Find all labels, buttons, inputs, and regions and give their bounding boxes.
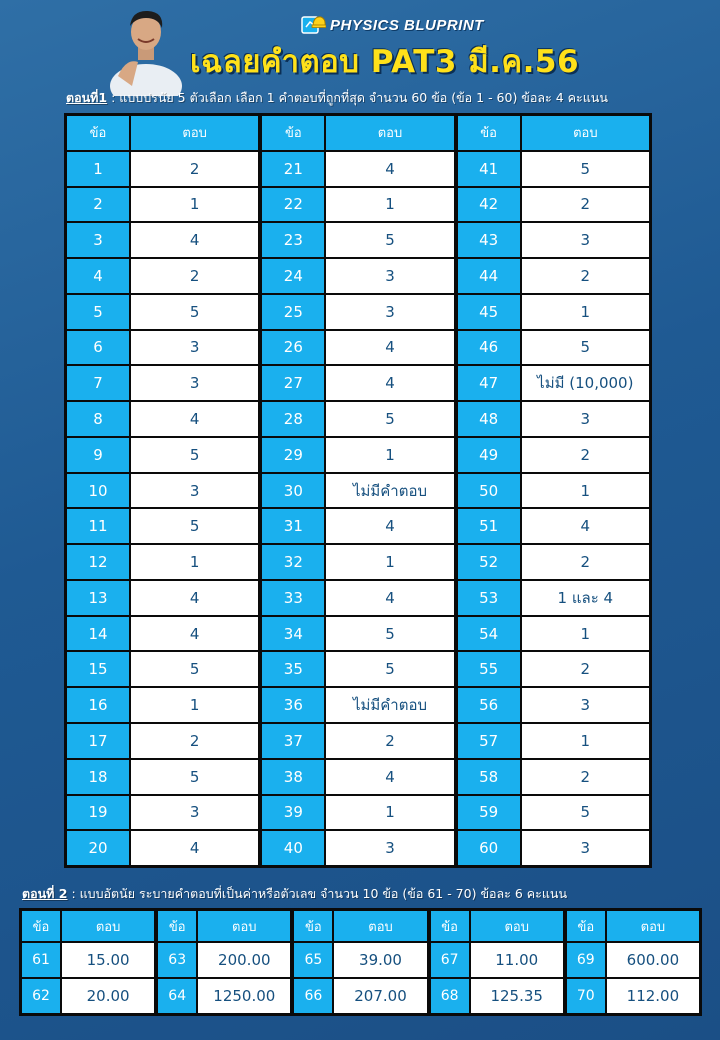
table-row bbox=[158, 943, 290, 977]
answer-value: 5 bbox=[131, 509, 258, 543]
table-row bbox=[567, 979, 699, 1013]
question-number: 2 bbox=[67, 188, 129, 222]
question-number: 34 bbox=[262, 617, 324, 651]
question-number: 11 bbox=[67, 509, 129, 543]
table-row bbox=[22, 979, 154, 1013]
table-row bbox=[262, 688, 453, 722]
question-number: 37 bbox=[262, 724, 324, 758]
page-title: เฉลยคำตอบ PAT3 มี.ค.56 bbox=[190, 44, 580, 80]
question-number: 24 bbox=[262, 259, 324, 293]
header-row bbox=[567, 911, 699, 941]
table-row bbox=[458, 259, 649, 293]
table-row bbox=[262, 796, 453, 830]
answer-value: 4 bbox=[131, 831, 258, 865]
helmet-icon bbox=[300, 13, 326, 37]
question-number: 15 bbox=[67, 652, 129, 686]
answer-value: 2 bbox=[522, 545, 649, 579]
table-row bbox=[67, 688, 258, 722]
table-row bbox=[262, 438, 453, 472]
table-row bbox=[458, 223, 649, 257]
question-number: 12 bbox=[67, 545, 129, 579]
question-number: 41 bbox=[458, 152, 520, 186]
question-number: 50 bbox=[458, 474, 520, 508]
table-row bbox=[262, 581, 453, 615]
presenter-avatar bbox=[108, 6, 184, 96]
table-row bbox=[67, 402, 258, 436]
answer-value: 1 bbox=[522, 724, 649, 758]
question-number: 42 bbox=[458, 188, 520, 222]
answer-value: 4 bbox=[326, 152, 453, 186]
question-number: 57 bbox=[458, 724, 520, 758]
table-row bbox=[67, 545, 258, 579]
question-number: 43 bbox=[458, 223, 520, 257]
answer-value: 39.00 bbox=[334, 943, 426, 977]
table-row bbox=[67, 509, 258, 543]
answer-value: 1250.00 bbox=[198, 979, 290, 1013]
question-number: 9 bbox=[67, 438, 129, 472]
brand bbox=[300, 12, 484, 38]
answer-column bbox=[67, 116, 258, 865]
answer-value: 1 bbox=[326, 796, 453, 830]
table-row bbox=[458, 295, 649, 329]
answer-value: 2 bbox=[522, 760, 649, 794]
answer-value: 3 bbox=[522, 402, 649, 436]
question-number: 8 bbox=[67, 402, 129, 436]
answer-value: 2 bbox=[522, 652, 649, 686]
table-row bbox=[67, 259, 258, 293]
part1-heading bbox=[66, 88, 608, 108]
answer-value: 4 bbox=[326, 509, 453, 543]
answer-value: 3 bbox=[131, 474, 258, 508]
question-number: 20 bbox=[67, 831, 129, 865]
answer-column bbox=[262, 116, 453, 865]
table-row bbox=[158, 979, 290, 1013]
question-number: 61 bbox=[22, 943, 60, 977]
table-row bbox=[262, 760, 453, 794]
answer-column bbox=[294, 911, 426, 1013]
question-number: 5 bbox=[67, 295, 129, 329]
answer-value: 1 bbox=[131, 188, 258, 222]
answer-value: 5 bbox=[326, 223, 453, 257]
table-row bbox=[262, 402, 453, 436]
answer-value: 2 bbox=[522, 438, 649, 472]
part1-description: : แบบปรนัย 5 ตัวเลือก เลือก 1 คำตอบที่ถูกที่สุด จำนวน 60 ข้อ (ข้อ 1 - 60) ข้อละ 4 คะแนน bbox=[107, 90, 608, 105]
table-row bbox=[567, 943, 699, 977]
table-row bbox=[262, 545, 453, 579]
question-number: 62 bbox=[22, 979, 60, 1013]
answer-value: 3 bbox=[326, 259, 453, 293]
answer-value: 3 bbox=[522, 688, 649, 722]
question-number: 48 bbox=[458, 402, 520, 436]
header-row bbox=[262, 116, 453, 150]
column-header-number: ข้อ bbox=[567, 911, 605, 941]
question-number: 65 bbox=[294, 943, 332, 977]
question-number: 52 bbox=[458, 545, 520, 579]
question-number: 4 bbox=[67, 259, 129, 293]
table-row bbox=[458, 366, 649, 400]
brand-name: PHYSICS BLUPRINT bbox=[330, 16, 484, 34]
answer-value: 4 bbox=[326, 331, 453, 365]
part1-answer-table bbox=[64, 113, 652, 868]
table-row bbox=[262, 724, 453, 758]
answer-value: 4 bbox=[131, 402, 258, 436]
question-number: 67 bbox=[431, 943, 469, 977]
table-row bbox=[67, 652, 258, 686]
header-row bbox=[158, 911, 290, 941]
question-number: 13 bbox=[67, 581, 129, 615]
answer-value: 5 bbox=[131, 438, 258, 472]
table-row bbox=[262, 188, 453, 222]
answer-value: 5 bbox=[326, 652, 453, 686]
answer-value: 4 bbox=[326, 760, 453, 794]
question-number: 39 bbox=[262, 796, 324, 830]
answer-value: 5 bbox=[522, 152, 649, 186]
answer-value: 1 และ 4 bbox=[522, 581, 649, 615]
question-number: 21 bbox=[262, 152, 324, 186]
table-row bbox=[262, 152, 453, 186]
table-row bbox=[67, 617, 258, 651]
question-number: 32 bbox=[262, 545, 324, 579]
question-number: 60 bbox=[458, 831, 520, 865]
question-number: 18 bbox=[67, 760, 129, 794]
answer-value: 3 bbox=[131, 366, 258, 400]
answer-value: 4 bbox=[326, 581, 453, 615]
table-row bbox=[262, 259, 453, 293]
table-row bbox=[67, 438, 258, 472]
question-number: 55 bbox=[458, 652, 520, 686]
question-number: 44 bbox=[458, 259, 520, 293]
answer-value: 5 bbox=[522, 796, 649, 830]
column-header-number: ข้อ bbox=[294, 911, 332, 941]
answer-value: 11.00 bbox=[471, 943, 563, 977]
answer-value: 5 bbox=[131, 652, 258, 686]
question-number: 19 bbox=[67, 796, 129, 830]
answer-value: 2 bbox=[522, 259, 649, 293]
question-number: 66 bbox=[294, 979, 332, 1013]
table-row bbox=[67, 366, 258, 400]
column-header-answer: ตอบ bbox=[131, 116, 258, 150]
table-row bbox=[22, 943, 154, 977]
table-row bbox=[458, 474, 649, 508]
table-row bbox=[67, 724, 258, 758]
table-row bbox=[262, 831, 453, 865]
column-header-number: ข้อ bbox=[22, 911, 60, 941]
table-row bbox=[67, 223, 258, 257]
question-number: 38 bbox=[262, 760, 324, 794]
answer-value: 1 bbox=[522, 474, 649, 508]
table-row bbox=[67, 581, 258, 615]
question-number: 1 bbox=[67, 152, 129, 186]
table-row bbox=[67, 831, 258, 865]
answer-value: 1 bbox=[326, 545, 453, 579]
header-row bbox=[458, 116, 649, 150]
question-number: 63 bbox=[158, 943, 196, 977]
question-number: 3 bbox=[67, 223, 129, 257]
answer-value: 4 bbox=[131, 581, 258, 615]
question-number: 27 bbox=[262, 366, 324, 400]
table-row bbox=[67, 760, 258, 794]
table-row bbox=[67, 188, 258, 222]
answer-value: 5 bbox=[326, 617, 453, 651]
answer-value: 20.00 bbox=[62, 979, 154, 1013]
answer-value: 2 bbox=[326, 724, 453, 758]
answer-value: 1 bbox=[522, 617, 649, 651]
question-number: 58 bbox=[458, 760, 520, 794]
column-header-answer: ตอบ bbox=[607, 911, 699, 941]
question-number: 29 bbox=[262, 438, 324, 472]
answer-value: 5 bbox=[131, 295, 258, 329]
question-number: 31 bbox=[262, 509, 324, 543]
column-header-number: ข้อ bbox=[262, 116, 324, 150]
table-row bbox=[262, 366, 453, 400]
column-header-number: ข้อ bbox=[431, 911, 469, 941]
column-header-number: ข้อ bbox=[158, 911, 196, 941]
answer-column bbox=[458, 116, 649, 865]
question-number: 53 bbox=[458, 581, 520, 615]
table-row bbox=[458, 331, 649, 365]
column-header-answer: ตอบ bbox=[326, 116, 453, 150]
answer-value: ไม่มีคำตอบ bbox=[326, 688, 453, 722]
answer-value: 2 bbox=[522, 188, 649, 222]
column-header-number: ข้อ bbox=[67, 116, 129, 150]
part2-heading bbox=[22, 884, 567, 904]
table-row bbox=[67, 152, 258, 186]
question-number: 70 bbox=[567, 979, 605, 1013]
answer-value: ไม่มี (10,000) bbox=[522, 366, 649, 400]
column-header-answer: ตอบ bbox=[198, 911, 290, 941]
question-number: 64 bbox=[158, 979, 196, 1013]
question-number: 35 bbox=[262, 652, 324, 686]
answer-value: 3 bbox=[522, 223, 649, 257]
question-number: 28 bbox=[262, 402, 324, 436]
table-row bbox=[458, 796, 649, 830]
table-row bbox=[262, 474, 453, 508]
question-number: 68 bbox=[431, 979, 469, 1013]
table-row bbox=[431, 943, 563, 977]
question-number: 25 bbox=[262, 295, 324, 329]
question-number: 69 bbox=[567, 943, 605, 977]
part2-description: : แบบอัตนัย ระบายคำตอบที่เป็นค่าหรือตัวเลข จำนวน 10 ข้อ (ข้อ 61 - 70) ข้อละ 6 คะแนน bbox=[67, 886, 567, 901]
answer-value: 4 bbox=[131, 617, 258, 651]
question-number: 59 bbox=[458, 796, 520, 830]
question-number: 51 bbox=[458, 509, 520, 543]
table-row bbox=[294, 979, 426, 1013]
table-row bbox=[458, 760, 649, 794]
answer-value: 3 bbox=[522, 831, 649, 865]
answer-value: 2 bbox=[131, 259, 258, 293]
question-number: 40 bbox=[262, 831, 324, 865]
question-number: 7 bbox=[67, 366, 129, 400]
question-number: 22 bbox=[262, 188, 324, 222]
answer-value: 125.35 bbox=[471, 979, 563, 1013]
column-header-answer: ตอบ bbox=[334, 911, 426, 941]
question-number: 54 bbox=[458, 617, 520, 651]
table-row bbox=[458, 545, 649, 579]
question-number: 33 bbox=[262, 581, 324, 615]
part2-label: ตอนที่ 2 bbox=[22, 886, 68, 901]
table-row bbox=[458, 509, 649, 543]
answer-value: 4 bbox=[326, 366, 453, 400]
answer-column bbox=[567, 911, 699, 1013]
table-row bbox=[67, 295, 258, 329]
answer-value: ไม่มีคำตอบ bbox=[326, 474, 453, 508]
answer-value: 2 bbox=[131, 724, 258, 758]
column-header-answer: ตอบ bbox=[522, 116, 649, 150]
question-number: 49 bbox=[458, 438, 520, 472]
table-row bbox=[458, 831, 649, 865]
answer-value: 3 bbox=[131, 331, 258, 365]
answer-value: 15.00 bbox=[62, 943, 154, 977]
question-number: 26 bbox=[262, 331, 324, 365]
answer-value: 2 bbox=[131, 152, 258, 186]
table-row bbox=[458, 152, 649, 186]
table-row bbox=[458, 688, 649, 722]
table-row bbox=[262, 652, 453, 686]
question-number: 17 bbox=[67, 724, 129, 758]
answer-value: 112.00 bbox=[607, 979, 699, 1013]
answer-value: 4 bbox=[131, 223, 258, 257]
question-number: 56 bbox=[458, 688, 520, 722]
table-row bbox=[67, 331, 258, 365]
question-number: 46 bbox=[458, 331, 520, 365]
answer-value: 207.00 bbox=[334, 979, 426, 1013]
question-number: 16 bbox=[67, 688, 129, 722]
table-row bbox=[458, 402, 649, 436]
answer-value: 1 bbox=[326, 188, 453, 222]
answer-value: 5 bbox=[522, 331, 649, 365]
table-row bbox=[262, 617, 453, 651]
question-number: 6 bbox=[67, 331, 129, 365]
table-row bbox=[262, 295, 453, 329]
table-row bbox=[294, 943, 426, 977]
answer-value: 3 bbox=[131, 796, 258, 830]
table-row bbox=[67, 474, 258, 508]
question-number: 14 bbox=[67, 617, 129, 651]
answer-value: 1 bbox=[131, 545, 258, 579]
part2-answer-table bbox=[19, 908, 702, 1016]
answer-value: 1 bbox=[131, 688, 258, 722]
column-header-answer: ตอบ bbox=[471, 911, 563, 941]
header-row bbox=[67, 116, 258, 150]
answer-value: 1 bbox=[522, 295, 649, 329]
table-row bbox=[262, 509, 453, 543]
header-row bbox=[294, 911, 426, 941]
table-row bbox=[458, 652, 649, 686]
table-row bbox=[262, 331, 453, 365]
answer-value: 5 bbox=[326, 402, 453, 436]
table-row bbox=[458, 438, 649, 472]
table-row bbox=[458, 188, 649, 222]
answer-value: 200.00 bbox=[198, 943, 290, 977]
part1-label: ตอนที่1 bbox=[66, 90, 108, 105]
answer-value: 5 bbox=[131, 760, 258, 794]
table-row bbox=[67, 796, 258, 830]
question-number: 45 bbox=[458, 295, 520, 329]
answer-value: 3 bbox=[326, 831, 453, 865]
table-row bbox=[431, 979, 563, 1013]
answer-value: 3 bbox=[326, 295, 453, 329]
question-number: 10 bbox=[67, 474, 129, 508]
table-row bbox=[458, 617, 649, 651]
answer-value: 600.00 bbox=[607, 943, 699, 977]
question-number: 47 bbox=[458, 366, 520, 400]
table-row bbox=[262, 223, 453, 257]
answer-column bbox=[158, 911, 290, 1013]
question-number: 23 bbox=[262, 223, 324, 257]
question-number: 36 bbox=[262, 688, 324, 722]
header-row bbox=[431, 911, 563, 941]
header-row bbox=[22, 911, 154, 941]
answer-value: 1 bbox=[326, 438, 453, 472]
answer-value: 4 bbox=[522, 509, 649, 543]
answer-column bbox=[22, 911, 154, 1013]
question-number: 30 bbox=[262, 474, 324, 508]
answer-column bbox=[431, 911, 563, 1013]
column-header-number: ข้อ bbox=[458, 116, 520, 150]
column-header-answer: ตอบ bbox=[62, 911, 154, 941]
table-row bbox=[458, 724, 649, 758]
table-row bbox=[458, 581, 649, 615]
